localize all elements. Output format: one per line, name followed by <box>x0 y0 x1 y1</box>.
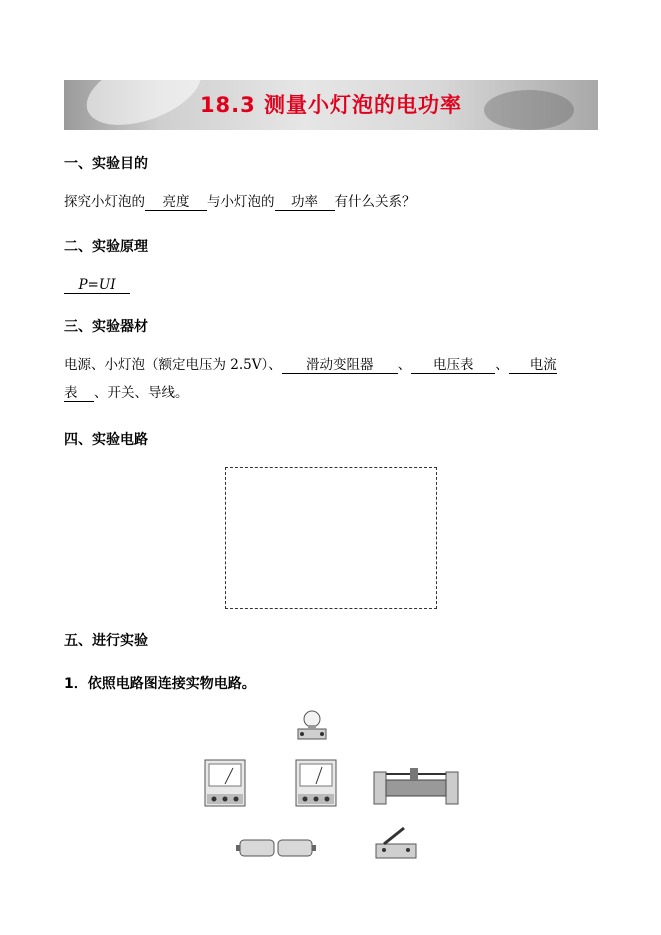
blank-formula: P=UI <box>64 277 130 294</box>
blank-ammeter-part2: 表 <box>64 385 94 402</box>
principle-text <box>64 271 130 299</box>
switch-icon <box>374 826 418 860</box>
bulb-icon <box>296 707 328 743</box>
blank-brightness: 亮度 <box>145 194 207 211</box>
battery-icon <box>236 836 318 860</box>
section-heading-circuit: 四、实验电路 <box>64 432 148 448</box>
title-banner <box>64 80 598 130</box>
step-1-text: 1．依照电路图连接实物电路。 <box>64 676 256 692</box>
purpose-text: 探究小灯泡的 亮度 与小灯泡的 功率 有什么关系？ <box>64 194 416 210</box>
blank-voltmeter: 电压表 <box>411 357 495 374</box>
ammeter-icon <box>294 758 338 808</box>
rheostat-icon <box>372 764 460 808</box>
circuit-diagram-box <box>225 467 437 609</box>
section-heading-equipment: 三、实验器材 <box>64 319 148 335</box>
section-heading-purpose: 一、实验目的 <box>64 156 148 172</box>
blank-ammeter-part1: 电流 <box>509 357 557 374</box>
blank-rheostat: 滑动变阻器 <box>282 357 398 374</box>
section-heading-experiment: 五、进行实验 <box>64 633 148 649</box>
equipment-text: 电源、小灯泡（额定电压为 2.5V）、 滑动变阻器 、 电压表 、 电流 表 、开关、导线。 <box>64 357 557 401</box>
page-title: 18.3 测量小灯泡的电功率 <box>199 93 463 117</box>
voltmeter-icon <box>203 758 247 808</box>
section-heading-principle: 二、实验原理 <box>64 239 148 255</box>
blank-power: 功率 <box>275 194 335 211</box>
